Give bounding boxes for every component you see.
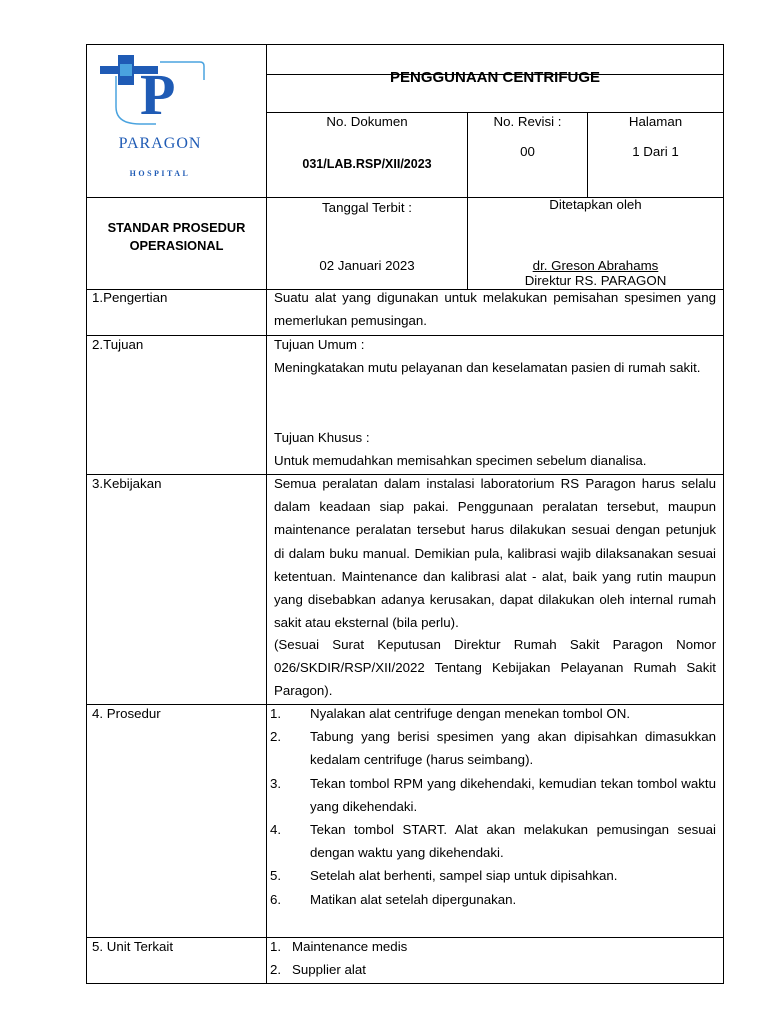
list-item — [272, 958, 716, 981]
logo-name: PARAGON — [118, 135, 202, 152]
hospital-logo — [100, 52, 220, 187]
unit-number: 1. — [270, 939, 282, 954]
tujuan-khusus-label: Tujuan Khusus : — [274, 430, 370, 445]
border-top — [86, 44, 724, 45]
document-title: PENGGUNAAN CENTRIFUGE — [389, 69, 600, 86]
step-number: 4. — [270, 822, 282, 838]
section-label-kebijakan: 3.Kebijakan — [92, 476, 162, 491]
page-label: Halaman — [628, 114, 683, 129]
unit-list — [272, 935, 716, 981]
border-right — [723, 44, 724, 984]
step-number: 2. — [270, 729, 282, 745]
unit-text: Supplier alat — [292, 962, 366, 978]
pengertian-text: Suatu alat yang digunakan untuk melakukan pemisahan spesimen yang memerlukan pemusingan. — [274, 290, 716, 329]
list-item — [272, 864, 716, 887]
tujuan-umum-text: Meningkatakan mutu pelayanan dan keselamatan pasien di rumah sakit. — [274, 360, 701, 375]
svg-text:P: P — [140, 62, 176, 127]
revision-value: 00 — [520, 144, 535, 159]
page-value: 1 Dari 1 — [632, 144, 679, 159]
doc-no-label: No. Dokumen — [326, 114, 408, 129]
border-title-bottom — [266, 112, 724, 113]
list-item — [272, 818, 716, 864]
step-text: Matikan alat setelah dipergunakan. — [310, 891, 517, 907]
prosedur-steps — [272, 702, 716, 911]
list-item — [272, 888, 716, 911]
step-text: Setelah alat berhenti, sampel siap untuk dipisahkan. — [310, 868, 618, 884]
sop-title-line2: OPERASIONAL — [129, 238, 224, 253]
step-number: 6. — [270, 891, 282, 907]
logo-subtitle: HOSPITAL — [129, 169, 191, 178]
approver-name: dr. Greson Abrahams — [532, 258, 659, 273]
step-text: Nyalakan alat centrifuge dengan menekan tombol ON. — [310, 706, 631, 721]
revision-label: No. Revisi : — [493, 114, 562, 129]
doc-no-value: 031/LAB.RSP/XII/2023 — [302, 157, 432, 171]
border-middle — [266, 44, 267, 984]
list-item — [272, 702, 716, 725]
section-label-prosedur: 4. Prosedur — [92, 706, 161, 721]
kebijakan-reference: (Sesuai Surat Keputusan Direktur Rumah Sakit Paragon Nomor 026/SKDIR/RSP/XII/2022 Tentang Kebijakan Pelayanan Rumah Sakit Paragon). — [274, 637, 716, 699]
border-left — [86, 44, 87, 984]
issue-date-value: 02 Januari 2023 — [319, 258, 415, 273]
step-number: 1. — [270, 706, 282, 721]
approver-title: Direktur RS. PARAGON — [524, 273, 667, 288]
list-item — [272, 935, 716, 958]
tujuan-umum-label: Tujuan Umum : — [274, 337, 365, 352]
step-text: Tekan tombol START. Alat akan melakukan pemusingan sesuai dengan waktu yang dikehendaki. — [310, 822, 716, 861]
list-item — [272, 772, 716, 818]
step-number: 5. — [270, 868, 282, 884]
tujuan-khusus-text: Untuk memudahkan memisahkan specimen sebelum dianalisa. — [274, 453, 647, 468]
section-label-unit: 5. Unit Terkait — [92, 939, 174, 954]
step-text: Tekan tombol RPM yang dikehendaki, kemudian tekan tombol waktu yang dikehendaki. — [310, 775, 716, 814]
kebijakan-text: Semua peralatan dalam instalasi laboratorium RS Paragon harus selalu dalam keadaan siap pakai. Penggunaan peralatan tersebut, maupun maintenance peralatan tersebut harus dilakukan sesuai dengan petunjuk di dalam buku manual. Demikian pula, kalibrasi wajib dilaksanakan sesuai ketentuan. Maintenance dan kalibrasi alat - alat, baik yang rutin maupun yang disebabkan adanya kerusakan, dapat dilakukan oleh internal rumah sakit atau eksternal (bila perlu). — [274, 476, 716, 631]
step-text: Tabung yang berisi spesimen yang akan dipisahkan dimasukkan kedalam centrifuge (harus seimbang). — [310, 729, 716, 768]
issue-date-label: Tanggal Terbit : — [322, 200, 412, 215]
unit-number: 2. — [270, 962, 282, 978]
border-bottom — [86, 983, 724, 984]
unit-text: Maintenance medis — [292, 939, 408, 954]
section-label-tujuan: 2.Tujuan — [92, 337, 144, 352]
sop-title-line1: STANDAR PROSEDUR — [107, 220, 246, 235]
step-number: 3. — [270, 775, 282, 791]
approved-label: Ditetapkan oleh — [549, 197, 642, 212]
section-label-pengertian: 1.Pengertian — [92, 290, 168, 305]
paragon-logo-icon — [100, 52, 220, 134]
list-item — [272, 725, 716, 771]
